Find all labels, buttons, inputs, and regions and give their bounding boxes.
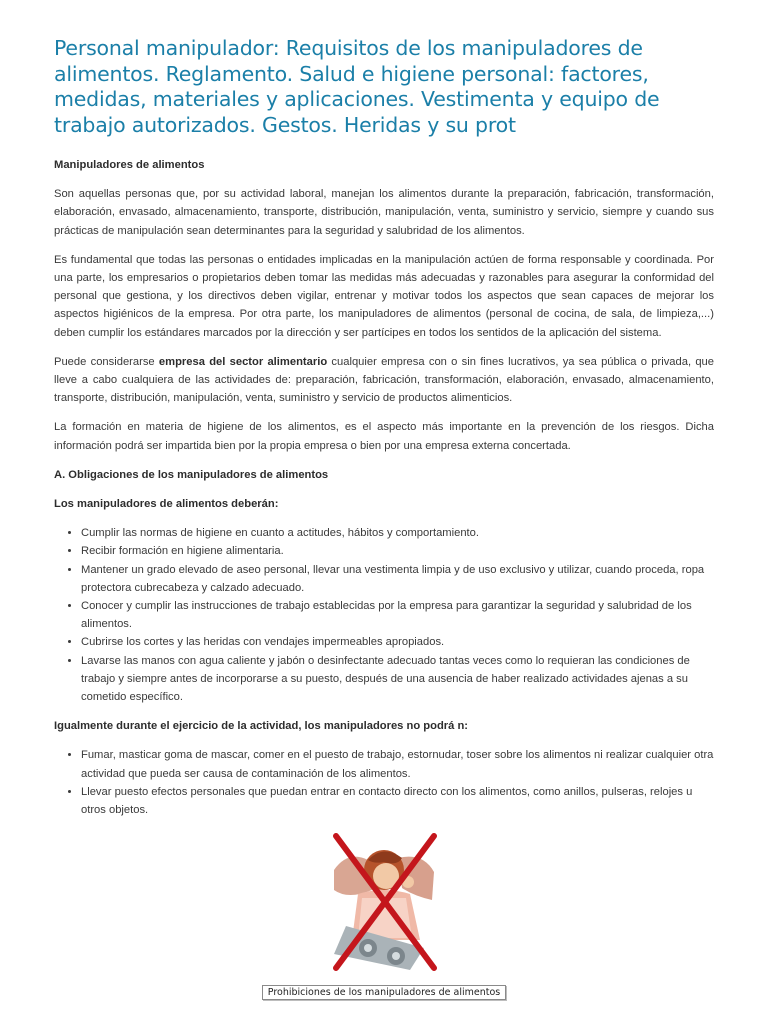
- paragraph-text: cualquier empresa con o sin fines lucrativos, ya sea pública o privada, que lleve a cabo cualquiera de las actividades de: preparación, fabricación, transformación, elaboración, envasado, almacenamiento, transporte, distribución, manipulación, venta, suministro y servicio de productos alimenticios.: [54, 355, 714, 405]
- list-item: • Conocer y cumplir las instrucciones de trabajo establecidas por la empresa para garantizar la seguridad y salubridad de los alimentos.: [81, 597, 714, 633]
- section-heading: Manipuladores de alimentos: [54, 159, 205, 171]
- figure-caption: Prohibiciones de los manipuladores de alimentos: [262, 985, 506, 1000]
- list-heading: Los manipuladores de alimentos deberán:: [54, 498, 279, 511]
- list-item: • Cumplir las normas de higiene en cuanto a actitudes, hábitos y comportamiento.: [81, 524, 714, 542]
- paragraph: Es fundamental que todas las personas o entidades implicadas en la manipulación actúen de forma responsable y coordinada. Por una parte, los empresarios o propietarios deben tomar las medidas más adecuadas y razonables para asegurar la conformidad del personal que gestiona, y los directivos deben vigilar, entrenar y motivar todos los aspectos que sean capaces de mejorar los aspectos higiénicos de la empresa. Por otra parte, los manipuladores de alimentos (personal de cocina, de sala, de limpieza,...) deben cumplir los estándares marcados por la dirección y ser partícipes en todos los sentidos de la aplicación del sistema.: [54, 253, 714, 339]
- list-item: • Fumar, masticar goma de mascar, comer en el puesto de trabajo, estornudar, toser sobre los alimentos ni realizar cualquier otra actividad que pueda ser causa de contaminación de los alimentos.: [81, 746, 714, 782]
- page-title: Personal manipulador: Requisitos de los manipuladores de alimentos. Reglamento. Salud e higiene personal: factores, medidas, materiales y aplicaciones. Vestimenta y equipo de trabajo autorizados. Gestos. Heridas y su prot: [54, 36, 660, 137]
- list-item: • Lavarse las manos con agua caliente y jabón o desinfectante adecuado tantas veces como lo requieran las condiciones de trabajo y siempre antes de incorporarse a su puesto, después de una ausencia de haber realizado actividades ajenas a su cometido específico.: [81, 652, 714, 707]
- list-heading: Igualmente durante el ejercicio de la actividad, los manipuladores no podrá n:: [54, 720, 469, 733]
- list-item: • Recibir formación en higiene alimentaria.: [81, 542, 714, 560]
- list-item: • Cubrirse los cortes y las heridas con vendajes impermeables apropiados.: [81, 633, 714, 651]
- section-heading: A. Obligaciones de los manipuladores de alimentos: [54, 468, 329, 481]
- prohibitions-list: [54, 746, 714, 819]
- paragraph: [54, 353, 714, 408]
- list-item: • Llevar puesto efectos personales que puedan entrar en contacto directo con los alimentos, como anillos, pulseras, relojes u otros objetos.: [81, 783, 714, 819]
- figure: [54, 830, 714, 1000]
- obligations-list: [54, 524, 714, 706]
- paragraph-text: Puede considerarse: [54, 355, 159, 368]
- paragraph: La formación en materia de higiene de los alimentos, es el aspecto más importante en la prevención de los riesgos. Dicha información podrá ser impartida bien por la propia empresa o bien por una empresa externa concertada.: [54, 421, 714, 452]
- crossed-out-food-handler-illustration: [328, 830, 440, 974]
- emphasis-text: empresa del sector alimentario: [158, 355, 328, 368]
- list-item: • Mantener un grado elevado de aseo personal, llevar una vestimenta limpia y de uso exclusivo y utilizar, cuando proceda, ropa protectora cubrecabeza y calzado adecuado.: [81, 561, 714, 597]
- paragraph: Son aquellas personas que, por su actividad laboral, manejan los alimentos durante la preparación, fabricación, transformación, elaboración, envasado, almacenamiento, transporte, distribución, manipulación, venta, suministro y servicio, siempre y cuando sus prácticas de manipulación sean determinantes para la seguridad y salubridad de los alimentos.: [54, 188, 714, 237]
